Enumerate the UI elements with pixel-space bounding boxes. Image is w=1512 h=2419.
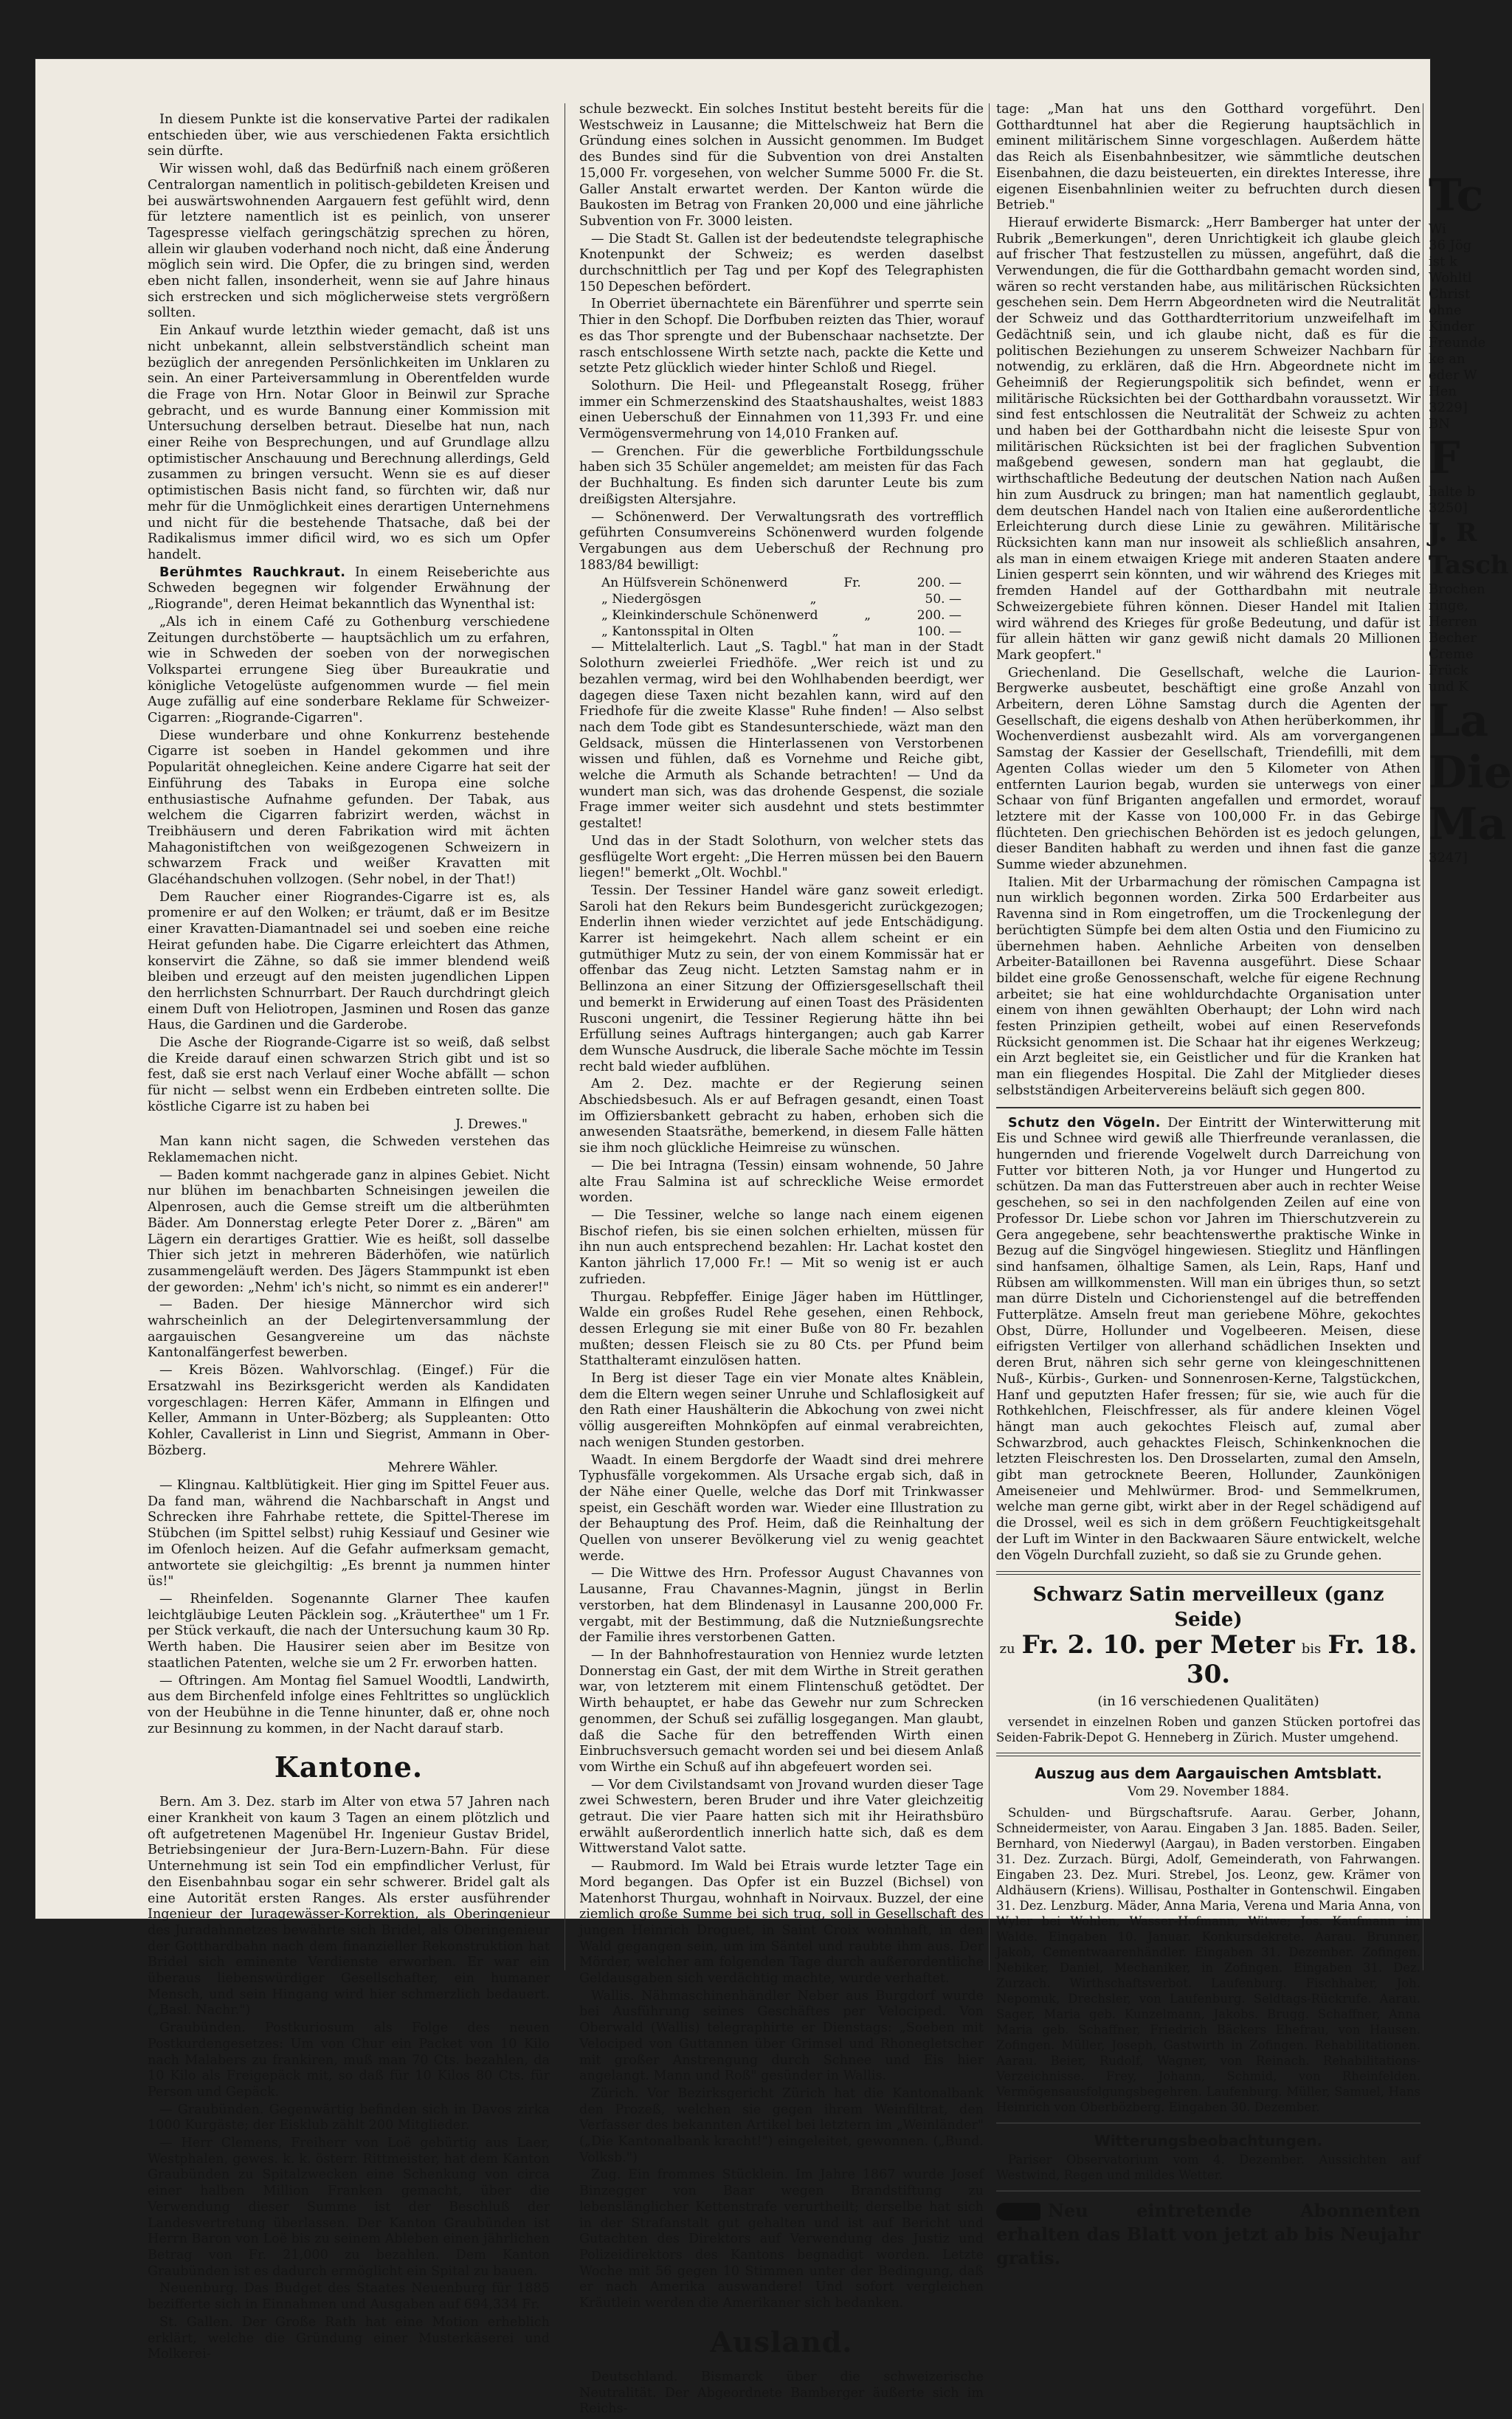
fragment: ist k — [1429, 254, 1457, 269]
ad-text: zu — [999, 1641, 1015, 1657]
paragraph: Hierauf erwiderte Bismarck: „Herr Bamberger hat unter der Rubrik „Bemerkungen", deren Unrichtigkeit ich glaube gleich auf frischer That festzustellen zu müssen, angeführt, daß die Verwendungen, die für die Gotthardbahn gemacht worden sind, wären so recht verstanden habe, aus militärischen Rücksichten geschehen sein. Dem Herrn Abgeordneten wird die Neutralität der Schweiz und das Gotthardterritorium unzweifelhaft im Gedächtniß sein, und ich glaube nicht, daß es für die politischen Beziehungen zu unserem Schweizer Nachbarn für notwendig, zu erklären, daß die Hrn. Abgeordnete nicht im Geheimniß der Regierungspolitik sich befindet, wenn er militärische Rücksichten bei der Gotthardbahn voraussetzt. Wir sind fest entschlossen die Neutralität der Schweiz zu achten und haben bei der Gotthardbahn nicht die leiseste Spur von militärischen Rücksichten ist bei der fraglichen Subvention maßgebend gewesen, sondern man hat geglaubt, die wirthschaftliche Bedeutung der deutschen Nation nach Außen hin zum Ausdruck zu bringen; man hat namentlich geglaubt, dem deutschen Handel nach von Italien eine außerordentliche Erleichterung durch diese Linie zu gewähren. Militärische Rücksichten kann man nur insoweit als schließlich ansahren, als man in einem etwaigen Kriege mit anderen Staaten andere Linien gesperrt sein könnten, und wir während des Krieges mit fremden Handel auf der Gotthardbahn mit neutrale Schweizergebiete führen können. Dieser Handel mit Italien wird während des Krieges für große Bedeutung, und dafür ist für allein hätten wir ganz gewiß nicht damals 20 Millionen Mark geopfert." — [996, 215, 1420, 663]
column-4-cutoff — [1429, 170, 1510, 1941]
list-item: „ Kleinkinderschule Schönenwerd „ 200. — — [601, 608, 962, 624]
ad-line: Schwarz Satin merveilleux (ganz Seide) — [1032, 1584, 1384, 1632]
column-rule — [989, 103, 990, 1970]
paragraph: In Berg ist dieser Tage ein vier Monate altes Knäblein, dem die Eltern wegen seiner Unruhe und Schlaflosigkeit auf den Rath einer Haushälterin die Abkochung von zwei nicht völlig ausgereiften Mohnköpfen auf einmal verabreichten, nach wenigen Stunden gestorben. — [579, 1371, 984, 1450]
paragraph: — In der Bahnhofrestauration von Henniez wurde letzten Donnerstag ein Gast, der mit dem Wirthe in Streit gerathen war, von letzterem mit einem Flintenschuß getödtet. Der Wirth behauptet, er habe das Gewehr nur zum Schrecken genommen, der Schuß sei zufällig losgegangen. Man glaubt, daß die Sache für den betreffenden Wirth einen Einbruchsversuch gemacht worden sei und bei diesem Anlaß vom Wirthe ein Schuß auf ihn abgefeuert worden sei. — [579, 1647, 984, 1775]
fragment: halte b — [1429, 484, 1476, 500]
donation-list — [579, 575, 984, 640]
pointing-hand-icon — [996, 2203, 1040, 2220]
paragraph: — Herr Clemens, Freiherr von Loë gebürtig aus Laer, Westphalen, gewes. k. k. österr. Rittmeister, hat dem Kanton Graubünden zu Spitalzwecken eine Schenkung von circa einer halben Million Franken gemacht, über die Verwendung dieser Summe ist der Beschluß der Landesvertretung überlassen. Der Kanton Graubünden ist Herrn Baron von Loë bis zu seinem Ableben einen jährlichen Betrag von Fr. 21,000 zu bezahlen. Dem Kanton Graubünden ist es dadurch ermöglicht ein Spital zu bauen. — [148, 2136, 550, 2279]
paragraph: — Baden kommt nachgerade ganz in alpines Gebiet. Nicht nur blühen im benachbarten Schneisingen jeweilen die Alpenrosen, auch die Gemse streift um die altberühmten Bäder. Am Donnerstag erlegte Peter Dorer z. „Bären" am Lägern ein derartiges Grattier. Wie es heißt, soll dasselbe Thier sich jetzt in mehreren Bäderhöfen, wie natürlich zusammengeläuft werden. Des Jägers Stammpunkt ist eben der geworden: „Nehm' ich's nicht, so nimmt es ein anderer!" — [148, 1167, 550, 1295]
fragment: Brochen — [1429, 582, 1485, 597]
paragraph: „Als ich in einem Café zu Gothenburg verschiedene Zeitungen durchstöberte — hauptsächlich um zu erfahren, wie in Schweden der soeben von der norwegischen Volkspartei errungene Sieg über Bureaukratie und königliche Vetogelüste aufgenommen wurde — fiel mein Auge zufällig auf eine sonderbare Reklame für Schweizer-Cigarren: „Riogrande-Cigarren". — [148, 614, 550, 726]
fragment: Kinder — [1429, 319, 1474, 334]
paragraph: Die Asche der Riogrande-Cigarre ist so weiß, daß selbst die Kreide darauf einen schwarzen Strich gibt und ist so fest, daß sie erst nach Verlauf einer Woche abfällt — schon für nicht — selbst wenn ein Erdbeben eintreten sollte. Die köstliche Cigarre ist zu haben bei — [148, 1035, 550, 1114]
paragraph: — Die Tessiner, welche so lange nach einem eigenen Bischof riefen, bis sie einen solchen erhielten, müssen für ihn nun auch entsprechend bezahlen: Hr. Lachat kostet den Kanton jährlich 17,000 Fr.! — Mit so wenig ist er auch zufrieden. — [579, 1208, 984, 1287]
fragment: Christ — [1429, 286, 1471, 302]
fragment: Herren — [1429, 614, 1477, 629]
paragraph: St. Gallen. Der Große Rath hat eine Motion erheblich erklärt, welche die Gründung einer Musterkäserei und Molkerei- — [148, 2314, 550, 2362]
column-1 — [148, 112, 550, 2364]
ad-heading: Auszug aus dem Aargauischen Amtsblatt. — [1035, 1764, 1382, 1783]
paragraph: Wir wissen wohl, daß das Bedürfniß nach einem größeren Centralorgan namentlich in politisch-gebildeten Kreisen und bei auswärtswohnenden Aargauern fest gefühlt wird, denn für letztere namentlich ist es peinlich, von unserer Tagespresse vielfach geringschätzig sprechen zu hören, allein wir glauben voderhand noch nicht, daß eine Änderung möglich sein wird. Die Opfer, die zu bringen sind, werden eben nicht fallen, insonderheit, wenn sie auf Jahre hinaus sich erstrecken und sich möglicherweise stets vergrößern sollten. — [148, 162, 550, 321]
paragraph: — Klingnau. Kaltblütigkeit. Hier ging im Spittel Feuer aus. Da fand man, während die Nachbarschaft in Angst und Schrecken ihre Fahrhabe rettete, die Spittel-Therese im Stübchen (im Spittel selbst) ruhig Kessiauf und Gesiner wie im Ofenloch heizen. Auf die Gefahr aufmerksam gemacht, antwortete sie gleichgiltig: „Es brennt ja nummen hinter üs!" — [148, 1478, 550, 1590]
fragment: Tc — [1429, 170, 1484, 221]
paragraph: Wallis. Nähmaschinenhändler Neber aus Burgdorf wurde bei Ausführung seines Geschäftes per Velociped. Von Oberwald (Wallis) telegraphirte er Dienstags: „Soeben mit Velociped von Guttannen über Grimsel und Rhonegletscher mit großer Anstrengung durch Schnee und Eis hier angelangt. Mann und Roß" gesünder in Wallis. — [579, 1988, 984, 2084]
paragraph: — Oftringen. Am Montag fiel Samuel Woodtli, Landwirth, aus dem Birchenfeld infolge eines Fehltrittes so unglücklich von der Heubühne in die Tenne hinunter, daß er, ohne noch zur Besinnung zu kommen, in der Nacht darauf starb. — [148, 1673, 550, 1736]
paragraph: Italien. Mit der Urbarmachung der römischen Campagna ist nun wirklich begonnen worden. Zirka 500 Erdarbeiter aus Ravenna sind in Rom eingetroffen, um die Trockenlegung der berüchtigten Sümpfe bei dem alten Ostia und den Fiumicino zu übernehmen haben. Aehnliche Arbeiten von denselben Arbeiter-Bataillonen bei Ravenna ausgeführt. Diese Schaar bildet eine große Genossenschaft, welche für eigene Rechnung arbeitet; sie hat eine wohldurchdachte Organisation unter einem von ihnen gewählten Oberhaupt; der Lohn wird nach festen Prinzipien getheilt, wobei auf einen Reservefonds Rücksicht genommen ist. Die Schaar hat ihr eigenes Werkzeug; ein Arzt begleitet sie, ein Geistlicher und für die Kranken hat man ein fliegendes Hospital. Die Zahl der Mitglieder dieses selbstständigen Arbeitervereins beläuft sich gegen 800. — [996, 874, 1420, 1098]
fragment: 3229] — [1429, 400, 1468, 415]
paragraph: — Die Wittwe des Hrn. Professor August Chavannes von Lausanne, Frau Chavannes-Magnin, jüngst in Berlin verstorben, hat dem Blindenasyl in Lausanne 200,000 Fr. vergabt, mit der Bestimmung, daß die Nutznießungsrechte der Familie ihres verstorbenen Gatten. — [579, 1566, 984, 1646]
paragraph: — Mittelalterlich. Laut „S. Tagbl." hat man in der Stadt Solothurn zweierlei Friedhöfe. „Wer reich ist und zu bezahlen vermag, wird bei den Wohlhabenden beerdigt, wer dagegen diese Taxen nicht bezahlen kann, wird auf den Friedhofe für die zweite Klasse" Ruhe finden! — Also selbst nach dem Tode gibt es Standesunterschiede, wäzt man den Geldsack, müssen die Hinterlassenen von Verstorbenen wissen und fühlen, daß es Vornehme und Reiche gibt, welche die Armuth als Schande betrachten! — Und da wundert man sich, was das drohende Gespenst, die soziale Frage immer weiter sich ausdehnt und stets bestimmter gestaltet! — [579, 640, 984, 832]
ad-text: bis — [1301, 1641, 1322, 1657]
ad-text: Neu eintretende Abonnenten erhalten das Blatt von jetzt ab bis Neujahr gratis. — [996, 2199, 1420, 2268]
fragment: ohne — [1429, 303, 1462, 318]
paragraph: Thurgau. Rebpfeffer. Einige Jäger haben im Hüttlinger, Walde ein großes Rudel Rehe gesehen, einen Rehbock, dessen Erlegung sie mit einer Buße von 80 Fr. bezahlen mußten; dessen Fleisch sie zu 80 Cts. per Pfund beim Statthalteramt einzulösen hatten. — [579, 1289, 984, 1369]
advertisement-silk — [996, 1582, 1420, 1714]
fragment: ringe, — [1429, 598, 1468, 613]
paragraph: schule bezweckt. Ein solches Institut besteht bereits für die Westschweiz in Lausanne; die Mittelschweiz hat Bern die Gründung eines solchen in Aussicht genommen. Im Budget des Bundes sind für die Subvention von drei Anstalten 15,000 Fr. vorgesehen, von welcher Summe 5000 Fr. die St. Galler Anstalt erwartet werden. Der Kanton würde die Baukosten im Betrag von Franken 20,000 und eine jährliche Subvention von Fr. 3000 leisten. — [579, 102, 984, 229]
divider — [996, 1571, 1420, 1575]
divider — [996, 1753, 1420, 1756]
paragraph: Man kann nicht sagen, die Schweden verstehen das Reklamemachen nicht. — [148, 1134, 550, 1165]
fragment: 3250] — [1429, 500, 1468, 516]
paragraph: tage: „Man hat uns den Gotthard vorgeführt. Den Gotthardtunnel hat aber die Regierung hauptsächlich in eminent militärischem Sinne vorgeschlagen. Außerdem hätte das Reich als Eisenbahnbesitzer, wie sämmtliche deutschen Eisenbahnen, die dazu beisteuerten, ein direktes Interesse, ihre eigenen Eisenbahnlinien weiter zu befruchten durch diesen Betrieb." — [996, 102, 1420, 213]
paragraph: — Vor dem Civilstandsamt von Jrovand wurden dieser Tage zwei Schwestern, beren Bruder und ihre Vater gleichzeitig getraut. Die vier Paare hatten sich mit ihr Heirathsbüro erwählt außerordentlich innerlich hatte sich, daß es dem Wittwerstand Valot satte. — [579, 1777, 984, 1857]
paragraph: Dem Raucher einer Riograndes-Cigarre ist es, als promenire er auf den Wolken; er träumt, daß er im Besitze einer Kravatten-Diamantnadel sei und soeben eine reiche Heirat gefunden habe. Die Cigarre erleichtert das Athmen, konservirt die Zähne, so daß sie immer blendend weiß bleiben und erzeugt auf den meisten jugendlichen Lippen den herrlichsten Schnurrbart. Der Rauch durchdringt gleich einem Duft von Heliotropen, Jasminen und Rosen das ganze Haus, die Gardinen und die Garderobe. — [148, 889, 550, 1033]
paragraph: Griechenland. Die Gesellschaft, welche die Laurion-Bergwerke ausbeutet, beschäftigt eine große Anzahl von Arbeitern, deren Löhne Samstag durch die Agenten der Gesellschaft, die eigens deshalb von Athen herüberkommen, ihr Wochenverdienst ausbezahlt wird. Als am vorvergangenen Samstag der Kassier der Gesellschaft, Triendefilli, mit dem Agenten Collas wieder um den 5 Kilometer von Athen entfernten Laurion begab, wurden sie unterwegs von einer Schaar von fünf Briganten angefallen und ermordet, worauf letztere mit der Kasse von 100,000 Fr. in das Gebirge flüchteten. Den griechischen Behörden ist es jedoch gelungen, dieser Banditen habhaft zu werden und ihnen fast die ganze Summe wieder abzunehmen. — [996, 665, 1420, 873]
paragraph: In diesem Punkte ist die konservative Partei der radikalen entschieden über, wie aus verschiedenen Fakta ersichtlich sein dürfte. — [148, 112, 550, 159]
paragraph: — Graubünden. Gegenwärtig befinden sich in Davos zirka 1000 Kurgäste; der Eisklub zählt 200 Mitglieder. — [148, 2102, 550, 2133]
paragraph: Bern. Am 3. Dez. starb im Alter von etwa 57 Jahren nach einer Krankheit von kaum 3 Tagen an einem plötzlich und oft aufgetretenen Magenübel Hr. Ingenieur Gustav Bridel, Betriebsingenieur der Jura-Bern-Luzern-Bahn. Für diese Unternehmung ist sein Tod ein empfindlicher Verlust, für den Eisenbahnbau sogar ein sehr schwerer. Bridel galt als eine Autorität ersten Ranges. Als erster ausführender Ingenieur der Juragewässer-Korrektion, als Oberingenieur des Juradahnnetzes bewährte sich Bridel, als Oberingenieur der Gotthardbahn nach dem finanzieller Rekonstruktion hat Bridel sich eminente Verdienste erworben. Er war ein überaus liebenswürdiger Gesellschafter, ein humaner Mensch, und sein Hingang wird hier schmerzlich bedauert. („Basl. Nachr.") — [148, 1795, 550, 2018]
fragment: Wohltl — [1429, 270, 1472, 286]
fragment: Tasch — [1429, 551, 1509, 580]
ad-price: Fr. 18. 30. — [1186, 1630, 1418, 1690]
section-heading: Ausland. — [710, 2325, 853, 2358]
headline: Berühmtes Rauchkraut. — [159, 565, 346, 580]
fragment: BN — [1429, 416, 1450, 432]
fragment: Hen — [1429, 384, 1457, 399]
fragment: Becher — [1429, 630, 1477, 646]
paragraph: — Die bei Intragna (Tessin) einsam wohnende, 50 Jahre alte Frau Salmina ist auf schreckliche Weise ermordet worden. — [579, 1158, 984, 1206]
paragraph: Tessin. Der Tessiner Handel wäre ganz soweit erledigt. Saroli hat den Rekurs beim Bundesgericht zurückgezogen; Enderlin ihnen wieder verzichtet auf jede Entschädigung. Karrer ist heimgekehrt. Nach allem scheint er ein gutmüthiger Mutz zu sein, der von einem Kommissär hat er offenbar das Zeug nicht. Letzten Samstag nahm er in Bellinzona an einer Sitzung der Offiziersgesellschaft theil und bemerkt in Erwiderung auf einen Toast des Präsidenten Rusconi ungenirt, die Tessiner Regierung hätte ihn bei Erfüllung seines Auftrags hintergangen; auch gab Karrer dem Wunsche Ausdruck, die liberale Sache möchte im Tessin recht bald wieder aufblühen. — [579, 883, 984, 1074]
paragraph: Neuenburg. Das Budget des Staates Neuenburg für 1885 bezifferte sich in Einnahmen und Ausgaben auf 694,334 Fr. — [148, 2281, 550, 2313]
fragment: ke an — [1429, 351, 1466, 367]
paragraph: Ein Ankauf wurde letzthin wieder gemacht, daß ist uns nicht unbekannt, allein selbstverständlich scheint man bezüglich der anregenden Persönlichkeiten im Unklaren zu sein. An einer Parteiversammlung in Oberentfelden wurde die Frage von Hrn. Notar Gloor in Beinwil zur Sprache gebracht, und es wurde Bannung einer Kommission mit Untersuchung derselben betraut. Dieselbe hat nun, nach einer Reihe von Besprechungen, und auf Grundlage allzu optimistischer Anschauung und Berechnung allerdings, Geld zusammen zu bringen versucht. Wenn sie es auf dieser optimistischen Basis nicht fand, so fürchten wir, daß nur mehr für die Unmöglichkeit eines derartigen Unternehmens und nicht für die bestehende Thatsache, daß bei der Radikalismus immer dificil wird, wo es sich um Opfer handelt. — [148, 323, 550, 562]
signature: J. Drewes." — [455, 1117, 528, 1132]
paragraph: Und das in der Stadt Solothurn, von welcher stets das gesflügelte Wort ergeht: „Die Herren müssen bei den Bauern liegen!" bemerkt „Olt. Wochbl." — [579, 833, 984, 881]
fragment: Frück — [1429, 663, 1468, 678]
fragment: F — [1429, 432, 1460, 484]
paragraph: — Rheinfelden. Sogenannte Glarner Thee kaufen leichtgläubige Leuten Päcklein sog. „Kräuterthee" um 1 Fr. per Stück verkauft, die nach der Untersuchung kaum 30 Rp. Werth haben. Die Hausirer seien aber im Besitze von staatlichen Patenten, welche sie um 2 Fr. erworben hatten. — [148, 1591, 550, 1671]
ad-line: (in 16 verschiedenen Qualitäten) — [1097, 1694, 1319, 1710]
fragment: Ma — [1429, 798, 1507, 850]
fragment: Creme — [1429, 646, 1474, 662]
newspaper-page — [35, 59, 1512, 2417]
section-heading: Kantone. — [274, 1750, 424, 1784]
list-item: „ Niedergösgen „ 50. — — [601, 592, 962, 607]
ad-text: Schulden- und Bürgschaftsrufe. Aarau. Gerber, Johann, Schneidermeister, von Aarau. Eingaben 3 Jan. 1885. Baden. Seiler, Bernhard, von Niederwyl (Aargau), in Baden verstorben. Eingaben 31. Dez. Zurzach. Bürgi, Adolf, Gemeinderath, von Fahrwangen. Eingaben 23. Dez. Muri. Strebel, Jos. Leonz, gew. Krämer von Aldhäusern (Kriens). Willisau, Posthalter in Gontenschwil. Eingaben 31. Dez. Lenzburg. Mäder, Anna Maria, Verena und Maria Anna, von Wyler bei Wohlen, Wasser-Hofmann, Witwe; Jos. Kaufmann im Walde. Eingaben 10. Januar. Konkursdekrete. Aarau. Brunner, Jakob, Cementwaarenhändler. Eingaben 31. Dezember. Zofingen. Nebiker, Daniel, Mechaniker, in Zofingen. Eingaben 31. Dez. Zurzach. Wirthschaftsverbot. Laufenburg. Fischhaber, Joh. Nepomuk, Drechsler, von Laufenburg. Seldtags-Rückrufe. Aarau. Sager, Maria geb. Kunzelmann, Jakobs. Brugg. Schaffner, Anna Maria geb. Schaffner, Friedrich Bäckers Ehefrau, von Hausen. Zofingen. Müller, Joseph, Gastwirth in Zofingen. Rehabilitationen. Aarau. Beier, Rudolf, Wagner, von Reinach. Rehabilitations-Verzeichnisse. Frey, Johann, Schmid, von Rheinfelden. Vermögensausfolgungsbegehren. Laufenburg. Müller, Samuel, Hans Heinrich von Oberbözberg. Eingaben 30. Dezember. — [996, 1805, 1420, 2114]
paragraph: Deutschland. Bismarck über die schweizerische Neutralität. Der Abgeordnete Bamberger äußerte sich im Reichs- — [579, 2369, 984, 2417]
paragraph: Am 2. Dez. machte er der Regierung seinen Abschiedsbesuch. Als er auf Befragen gesandt, einen Toast im Offiziersbankett gebracht zu haben, erhoben sich die anwesenden Staatsräthe, bemerkend, in diesem Falle hätten sie ihm noch glückliche Heimreise zu wünschen. — [579, 1077, 984, 1156]
divider — [996, 2122, 1420, 2124]
fragment: eder W — [1429, 367, 1477, 383]
paragraph: — Grenchen. Für die gewerbliche Fortbildungsschule haben sich 35 Schüler angemeldet; am meisten für das Fach der Buchhaltung. Es finden sich darunter Leute bis zum dreißigsten Altersjahre. — [579, 444, 984, 507]
paragraph: Solothurn. Die Heil- und Pflegeanstalt Rosegg, früher immer ein Schmerzenskind des Staatshaushaltes, weist 1883 einen Ueberschuß der Einnahmen von 11,393 Fr. und eine Vermögensvermehrung von 14,010 Franken auf. — [579, 378, 984, 442]
ad-text: Pariser Observatorium vom 4. Dezember. Aussichten auf Westwind, Regen und mildes Wetter. — [996, 2152, 1420, 2182]
fragment: Wi — [1429, 221, 1446, 237]
ad-price: Fr. 2. 10. per Meter — [1021, 1630, 1295, 1660]
paragraph: — Baden. Der hiesige Männerchor wird sich wahrscheinlich an der Delegirtenversammlung der aargauischen Gesangvereine um das nächste Kantonalfängerfest bewerben. — [148, 1297, 550, 1361]
paragraph: Waadt. In einem Bergdorfe der Waadt sind drei mehrere Typhusfälle vorgekommen. Als Ursache ergab sich, daß in der Nähe einer Quelle, welche das Dorf mit Trinkwasser speist, ein Geschäft worden war. Wieder eine Illustration zu der Behauptung des Prof. Heim, daß die Reinhaltung der Quellen von unserer Bevölkerung viel zu wenig geachtet werde. — [579, 1452, 984, 1564]
fragment: Die — [1429, 747, 1512, 798]
paragraph: Graubünden. Postkuriosum als Folge des neuen Postkurdengesetzes: Um von Chur ein Packet von 10 Kilo nach Malabers zu frankiren, muß man 70 Cts. bezahlen, da 10 Kilo als Freigepäck mit, so daß für 10 Kilos 80 Cts. für Person und Gepäck. — [148, 2021, 550, 2099]
divider — [996, 2190, 1420, 2192]
paragraph: In Oberriet übernachtete ein Bärenführer und sperrte sein Thier in den Schopf. Die Dorfbuben reizten das Thier, worauf es das Thor sprengte und der Bubenschaar nachsetzte. Der rasch entschlossene Wirth setzte nach, packte die Kette und setzte Petz glücklich wieder hinter Schloß und Riegel. — [579, 297, 984, 376]
ad-date: Vom 29. November 1884. — [1128, 1784, 1289, 1800]
paragraph: In einem Reiseberichte aus Schweden begegnen wir folgender Erwähnung der „Riogrande", deren Heimat bekanntlich das Wynenthal ist: — [148, 565, 550, 612]
paragraph: — Die Stadt St. Gallen ist der bedeutendste telegraphische Knotenpunkt der Schweiz; es werden daselbst durchschnittlich per Tag und per Kopf des Telegraphisten 150 Depeschen befördert. — [579, 231, 984, 294]
ad-heading: Witterungsbeobachtungen. — [1094, 2131, 1323, 2150]
fragment: 3247] — [1429, 850, 1468, 866]
fragment: 36 Jög — [1429, 238, 1472, 253]
fragment: La — [1429, 695, 1489, 747]
signature: Mehrere Wähler. — [387, 1460, 498, 1476]
headline: Schutz den Vögeln. — [1008, 1115, 1161, 1131]
column-3 — [996, 102, 1420, 2271]
paragraph: Zürich. Vor Bezirksgericht Zürich hat die Kantonalbank den Prozeß, welchen sie gegen ihrem Weinfiltrat, den Verfasser des bekannten Artikel bei letztern im „Weinländer" („Die Kantonalbank kracht!") eingeleitet, gewonnen. („Bund. Volksb.") — [579, 2085, 984, 2165]
fragment: und K — [1429, 679, 1468, 694]
paragraph: — Schönenwerd. Der Verwaltungsrath des vortrefflich geführten Consumvereins Schönenwerd wurden folgende Vergabungen aus dem Ueberschuß der Rechnung pro 1883/84 bewilligt: — [579, 509, 984, 573]
list-item: „ Kantonsspital in Olten „ 100. — — [601, 624, 962, 640]
paragraph: — Raubmord. Im Wald bei Etrais wurde letzter Tage ein Mord begangen. Das Opfer ist ein Buzzel (Bichsel) von Matenhorst Thurgau, wohnhaft in Noirvaux. Buzzel, der eine ziemlich große Summe bei sich trug, soll in Gesellschaft des jungen Heinrich Droguet, in Saint Croix wohnhaft, in den Wald gegangen sein, um im Säntel und raubte ihm aus. Der Mörder, welcher am folgenden Tage durch außerordentliche Geldausgaben sich verdächtig machte, wurde verhaftet. — [579, 1859, 984, 1987]
column-2 — [579, 102, 984, 2419]
ad-text: versendet in einzelnen Roben und ganzen Stücken portofrei das Seiden-Fabrik-Depot G. Henneberg in Zürich. Muster umgehend. — [996, 1715, 1420, 1745]
divider — [996, 1107, 1420, 1108]
paragraph: — Kreis Bözen. Wahlvorschlag. (Eingef.) Für die Ersatzwahl ins Bezirksgericht werden als Kandidaten vorgeschlagen: Herren Käfer, Ammann in Elfingen und Keller, Ammann in Unter-Bözberg; als Suppleanten: Otto Kohler, Cavallerist in Linn und Siegrist, Ammann in Ober-Bözberg. — [148, 1363, 550, 1458]
fragment: J. R — [1429, 518, 1477, 548]
paragraph: Der Eintritt der Winterwitterung mit Eis und Schnee wird gewiß alle Thierfreunde veranlassen, die hungernden und frierende Vogelwelt durch Darreichung von Futter vor bitteren Noth, ja vor Hunger und Hungertod zu schützen. Da man das Futterstreuen aber auch in rechter Weise geschehen, so sei in den nachfolgenden Zeilen auf eine von Professor Dr. Liebe schon vor Jahren im Thierschutzverein zu Gera angegebene, sehr beachtenswerthe praktische Winke in Bezug auf die Singvögel hingewiesen. Stieglitz und Hänflingen sind hanfsamen, ölhaltige Samen, als Lein, Raps, Hanf und Rübsen am willkommensten. Will man ein übriges thun, so setzt man dürre Disteln und Cichorienstengel auf die betreffenden Futterplätze. Amseln freut man geriebene Möhre, gekochtes Obst, Dürre, Hollunder und Vogelbeeren. Meisen, diese eifrigsten Vertilger von allerhand schädlichen Insekten und deren Brut, nähren sich sehr gerne von kleingeschnittenen Nuß-, Kürbis-, Gurken- und Sonnenrosen-Kerne, Talgstückchen, Hanf und geputzten Hafer fressen; für sie, wie auch für die Rothkehlchen, Fleischfresser, als für andere kleinen Vögel hängt man auch gekochtes Fleisch auf, zumal aber Schwarzbrod, auch gehacktes Fleisch, Schinkenknochen die letzten Fleischresten los. Den Drosselarten, zumal den Amseln, gibt man getrocknete Beeren, Hollunder, Zaunkönigen Ameiseneier und Mehlwürmer. Brod- und Semmelkrumen, welche man gerne gibt, wirkt aber in der Regel schädigend auf die Drossel, weil es sich in dem größern Feuchtigkeitsgehalt der Luft im Winter in den Backwaaren Säure entwickelt, welche den Vögeln Durchfall zuzieht, so daß sie zu Grunde gehen. — [996, 1115, 1420, 1563]
list-item: An Hülfsverein Schönenwerd Fr. 200. — — [601, 576, 962, 591]
paragraph: Diese wunderbare und ohne Konkurrenz bestehende Cigarre ist soeben in Handel gekommen und ihre Popularität ohnegleichen. Keine andere Cigarre hat seit der Einführung des Tabaks in Europa eine solche enthusiastische Aufnahme gefunden. Der Tabak, aus welchem die Cigarren fabrizirt werden, wächst in Treibhäusern und deren Fabrikation wird mit ächten Mahagonistiftchen von weißgezogenen Schweizern in schwarzem Frack und weißer Kravatten mit Glacéhandschuhen vollzogen. (Sehr nobel, in der That!) — [148, 728, 550, 888]
paragraph: Zug. Ein frommes Stücklein. Im Jahre 1867 wurde Josef Binzegger von Baar wegen Brandstiftung zu lebenslänglicher Kettenstrafe verurtheilt; derselbe hat sich in der Strafanstalt gut gehalten und ist auf Bericht und Gutachten des Direktors auf Verwendung des Justiz und Polizeidirektors des Kantons begnadigt worden. Letzte Woche mit 56 gegen 10 Stimmen unter der Bedingung, daß er nach Amerika auswandere! Und sofort vergleichen Kräutlein werden die Amerikaner sich bedanken. — [579, 2167, 984, 2311]
fragment: Freunde — [1429, 335, 1486, 351]
